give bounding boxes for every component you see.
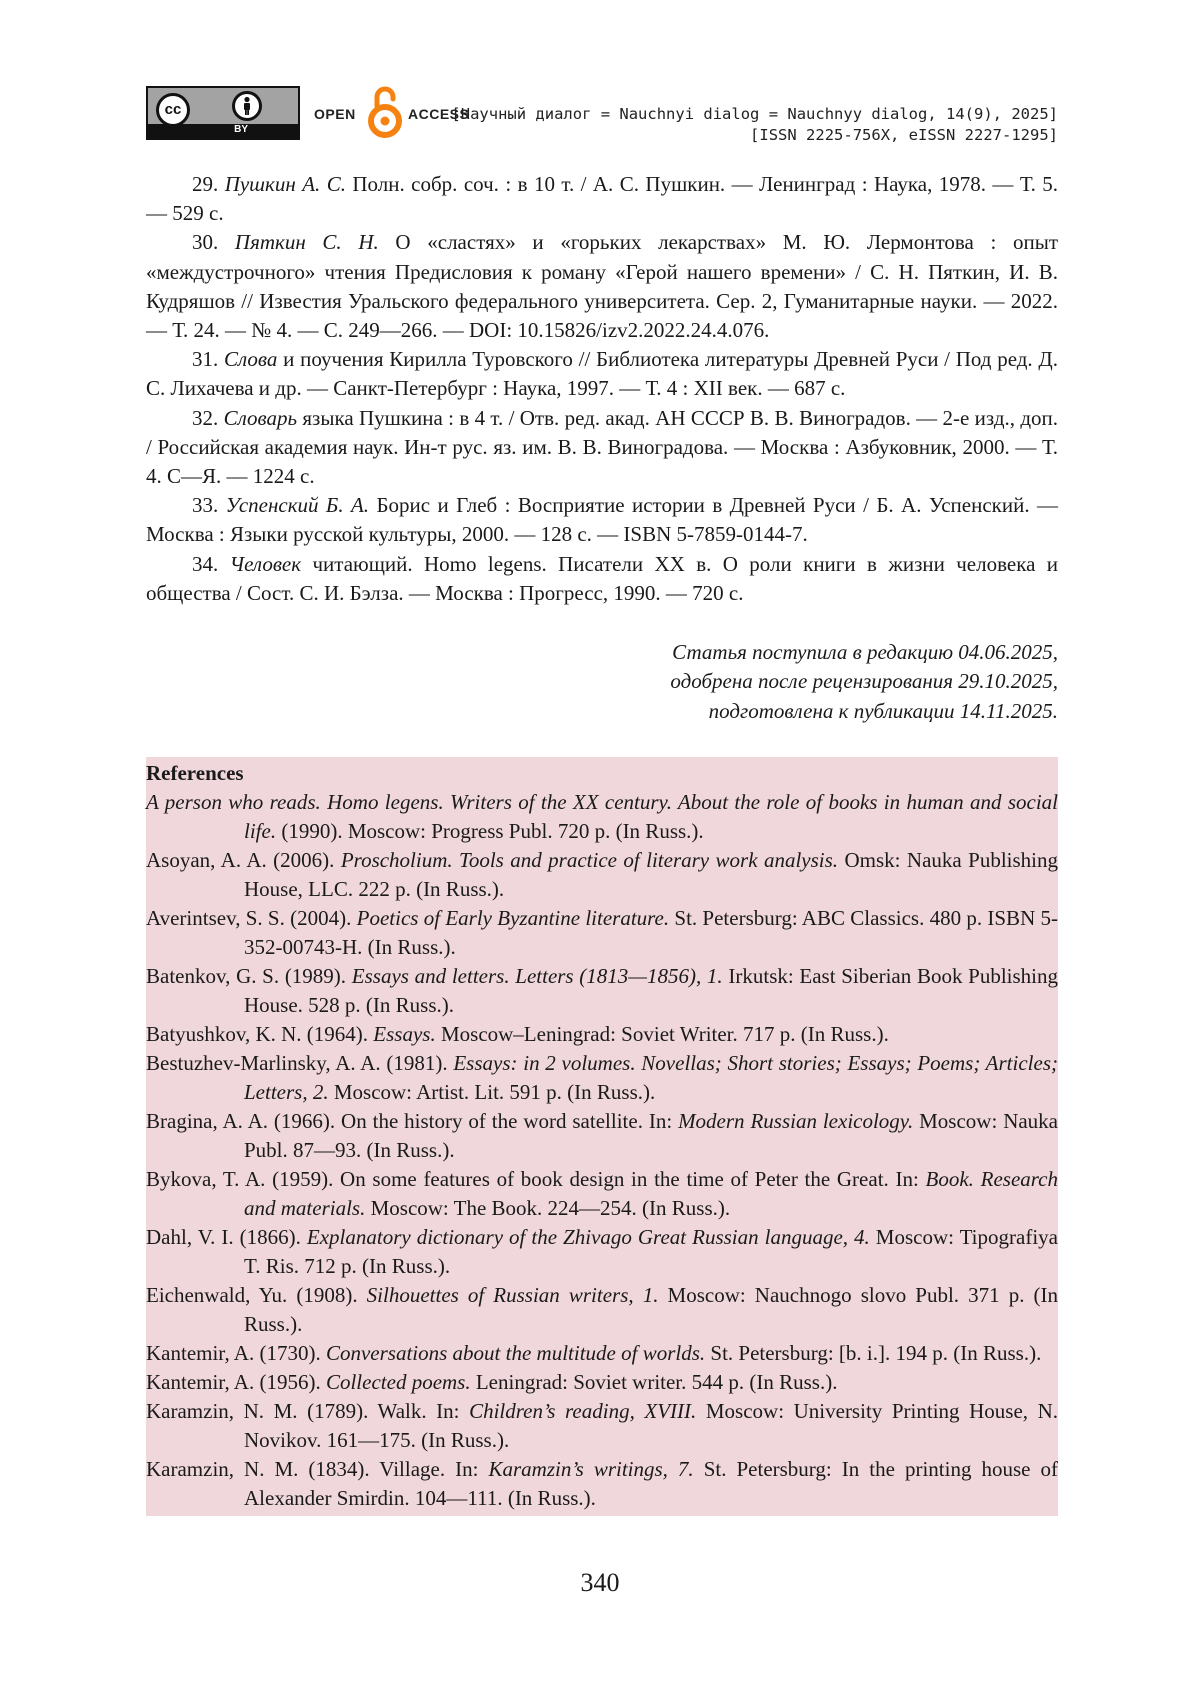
bibliography-entry: 29. Пушкин А. С. Полн. собр. соч. : в 10 т. / А. С. Пушкин. — Ленинград : Наука, 1978. — Т. 5. — 529 с. — [146, 172, 1059, 226]
bibliography-entry: 33. Успенский Б. А. Борис и Глеб : Восприятие истории в Древней Руси / Б. А. Успенский. — Москва : Языки русской культуры, 2000. — 128 с. — ISBN 5-7859-0144-7. — [146, 493, 1058, 547]
journal-issn: [ISSN 2225-756X, eISSN 2227-1295] — [750, 126, 1058, 144]
article-received-note: Статья поступила в редакцию 04.06.2025, одобрена после рецензирования 29.10.2025, подготовлена к публикации 14.11.2025. — [670, 640, 1058, 723]
entry-author: Успенский Б. А. — [225, 493, 370, 518]
bibliography-entry: 34. Человек читающий. Homo legens. Писатели XX в. О роли книги в жизни человека и общества / Сост. С. И. Бэлза. — Москва : Прогресс, 1990. — 720 с. — [146, 551, 1059, 605]
open-access-logo[interactable] — [314, 84, 470, 140]
page-header — [146, 84, 1058, 144]
references-title: References — [146, 761, 244, 785]
entry-author: Пушкин А. С. — [224, 172, 346, 196]
reference-entry: Bykova, T. A. (1959). On some features of book design in the time of Peter the Great. In: Book. Research and materials. Moscow: The Book. 224—254. (In Russ.). — [146, 1167, 1058, 1220]
creative-commons-icon: cc — [156, 93, 190, 127]
page-number: 340 — [580, 1568, 620, 1597]
reference-entry: Asoyan, A. A. (2006). Proscholium. Tools and practice of literary work analysis. Omsk: Nauka Publishing House, LLC. 222 p. (In Russ.). — [146, 848, 1058, 901]
reference-entry: Averintsev, S. S. (2004). Poetics of Early Byzantine literature. St. Petersburg: ABC Classics. 480 p. ISBN 5-352-00743-H. (In Russ.). — [146, 906, 1058, 959]
open-access-open-text: OPEN — [314, 106, 356, 122]
reference-entry: Karamzin, N. M. (1789). Walk. In: Children’s reading, XVIII. Moscow: University Printing House, N. Novikov. 161—175. (In Russ.). — [146, 1399, 1059, 1452]
open-access-access-text: ACCESS — [408, 106, 470, 122]
reference-entry: Batyushkov, K. N. (1964). Essays. Moscow–Leningrad: Soviet Writer. 717 p. (In Russ.). — [146, 1022, 889, 1046]
reference-entry: Dahl, V. I. (1866). Explanatory dictionary of the Zhivago Great Russian language, 4. Moscow: Tipografiya T. Ris. 712 p. (In Russ.). — [146, 1225, 1058, 1278]
bibliography-entry: 30. Пяткин С. Н. О «сластях» и «горьких лекарствах» М. Ю. Лермонтова : опыт «междустрочного» чтения Предисловия к роману «Герой нашего времени» / С. Н. Пяткин, И. В. Кудряшов // Известия Уральского федерального университета. Сер. 2, Гуманитарные науки. — 2022. — Т. 24. — № 4. — С. 249—266. — DOI: 10.15826/izv2.2022.24.4.076. — [146, 230, 1058, 343]
reference-entry: Batenkov, G. S. (1989). Essays and letters. Letters (1813—1856), 1. Irkutsk: East Siberian Book Publishing House. 528 p. (In Russ.). — [146, 964, 1059, 1017]
entry-author: Словарь — [223, 405, 298, 430]
reference-entry: Bestuzhev-Marlinsky, A. A. (1981). Essays: in 2 volumes. Novellas; Short stories; Essays; Poems; Articles; Letters, 2. Moscow: Artist. Lit. 591 p. (In Russ.). — [146, 1051, 1058, 1104]
reference-entry: Eichenwald, Yu. (1908). Silhouettes of Russian writers, 1. Moscow: Nauchnogo slovo Publ. 371 p. (In Russ.). — [146, 1283, 1059, 1336]
by-label: BY — [234, 124, 248, 135]
journal-info — [451, 104, 1058, 146]
cc-by-license-badge[interactable] — [146, 86, 300, 140]
reference-entry: Kantemir, A. (1956). Collected poems. Leningrad: Soviet writer. 544 p. (In Russ.). — [146, 1370, 838, 1394]
reference-entry: Bragina, A. A. (1966). On the history of the word satellite. In: Modern Russian lexicology. Moscow: Nauka Publ. 87—93. (In Russ.). — [146, 1109, 1058, 1162]
open-lock-icon — [368, 84, 402, 140]
bibliography-entry: 31. Слова и поучения Кирилла Туровского // Библиотека литературы Древней Руси / Под ред. Д. С. Лихачева и др. — Санкт-Петербург : Наука, 1997. — Т. 4 : XII век. — 687 с. — [146, 347, 1058, 401]
entry-author: Пяткин С. Н. — [234, 230, 379, 255]
badge-strip — [148, 124, 298, 138]
attribution-person-icon — [232, 91, 262, 121]
entry-author: Человек — [229, 551, 302, 576]
reference-entry: Karamzin, N. M. (1834). Village. In: Karamzin’s writings, 7. St. Petersburg: In the printing house of Alexander Smirdin. 104—111. (In Russ.). — [146, 1457, 1058, 1510]
references-section — [146, 757, 1058, 1516]
russian-bibliography — [146, 170, 1058, 726]
entry-author: Слова — [223, 347, 278, 372]
bibliography-entry: 32. Словарь языка Пушкина : в 4 т. / Отв. ред. акад. АН СССР В. В. Виноградов. — 2-е изд., доп. / Российская академия наук. Ин-т рус. яз. им. В. В. Виноградова. — Москва : Азбуковник, 2000. — Т. 4. С—Я. — 1224 с. — [146, 405, 1059, 489]
journal-citation: [Научный диалог = Nauchnyi dialog = Nauchnyy dialog, 14(9), 2025] — [451, 105, 1058, 123]
reference-entry: Kantemir, A. (1730). Conversations about the multitude of worlds. St. Petersburg: [b. i.]. 194 p. (In Russ.). — [146, 1341, 1042, 1365]
reference-entry: A person who reads. Homo legens. Writers of the XX century. About the role of books in human and social life. (1990). Moscow: Progress Publ. 720 p. (In Russ.). — [146, 790, 1058, 843]
